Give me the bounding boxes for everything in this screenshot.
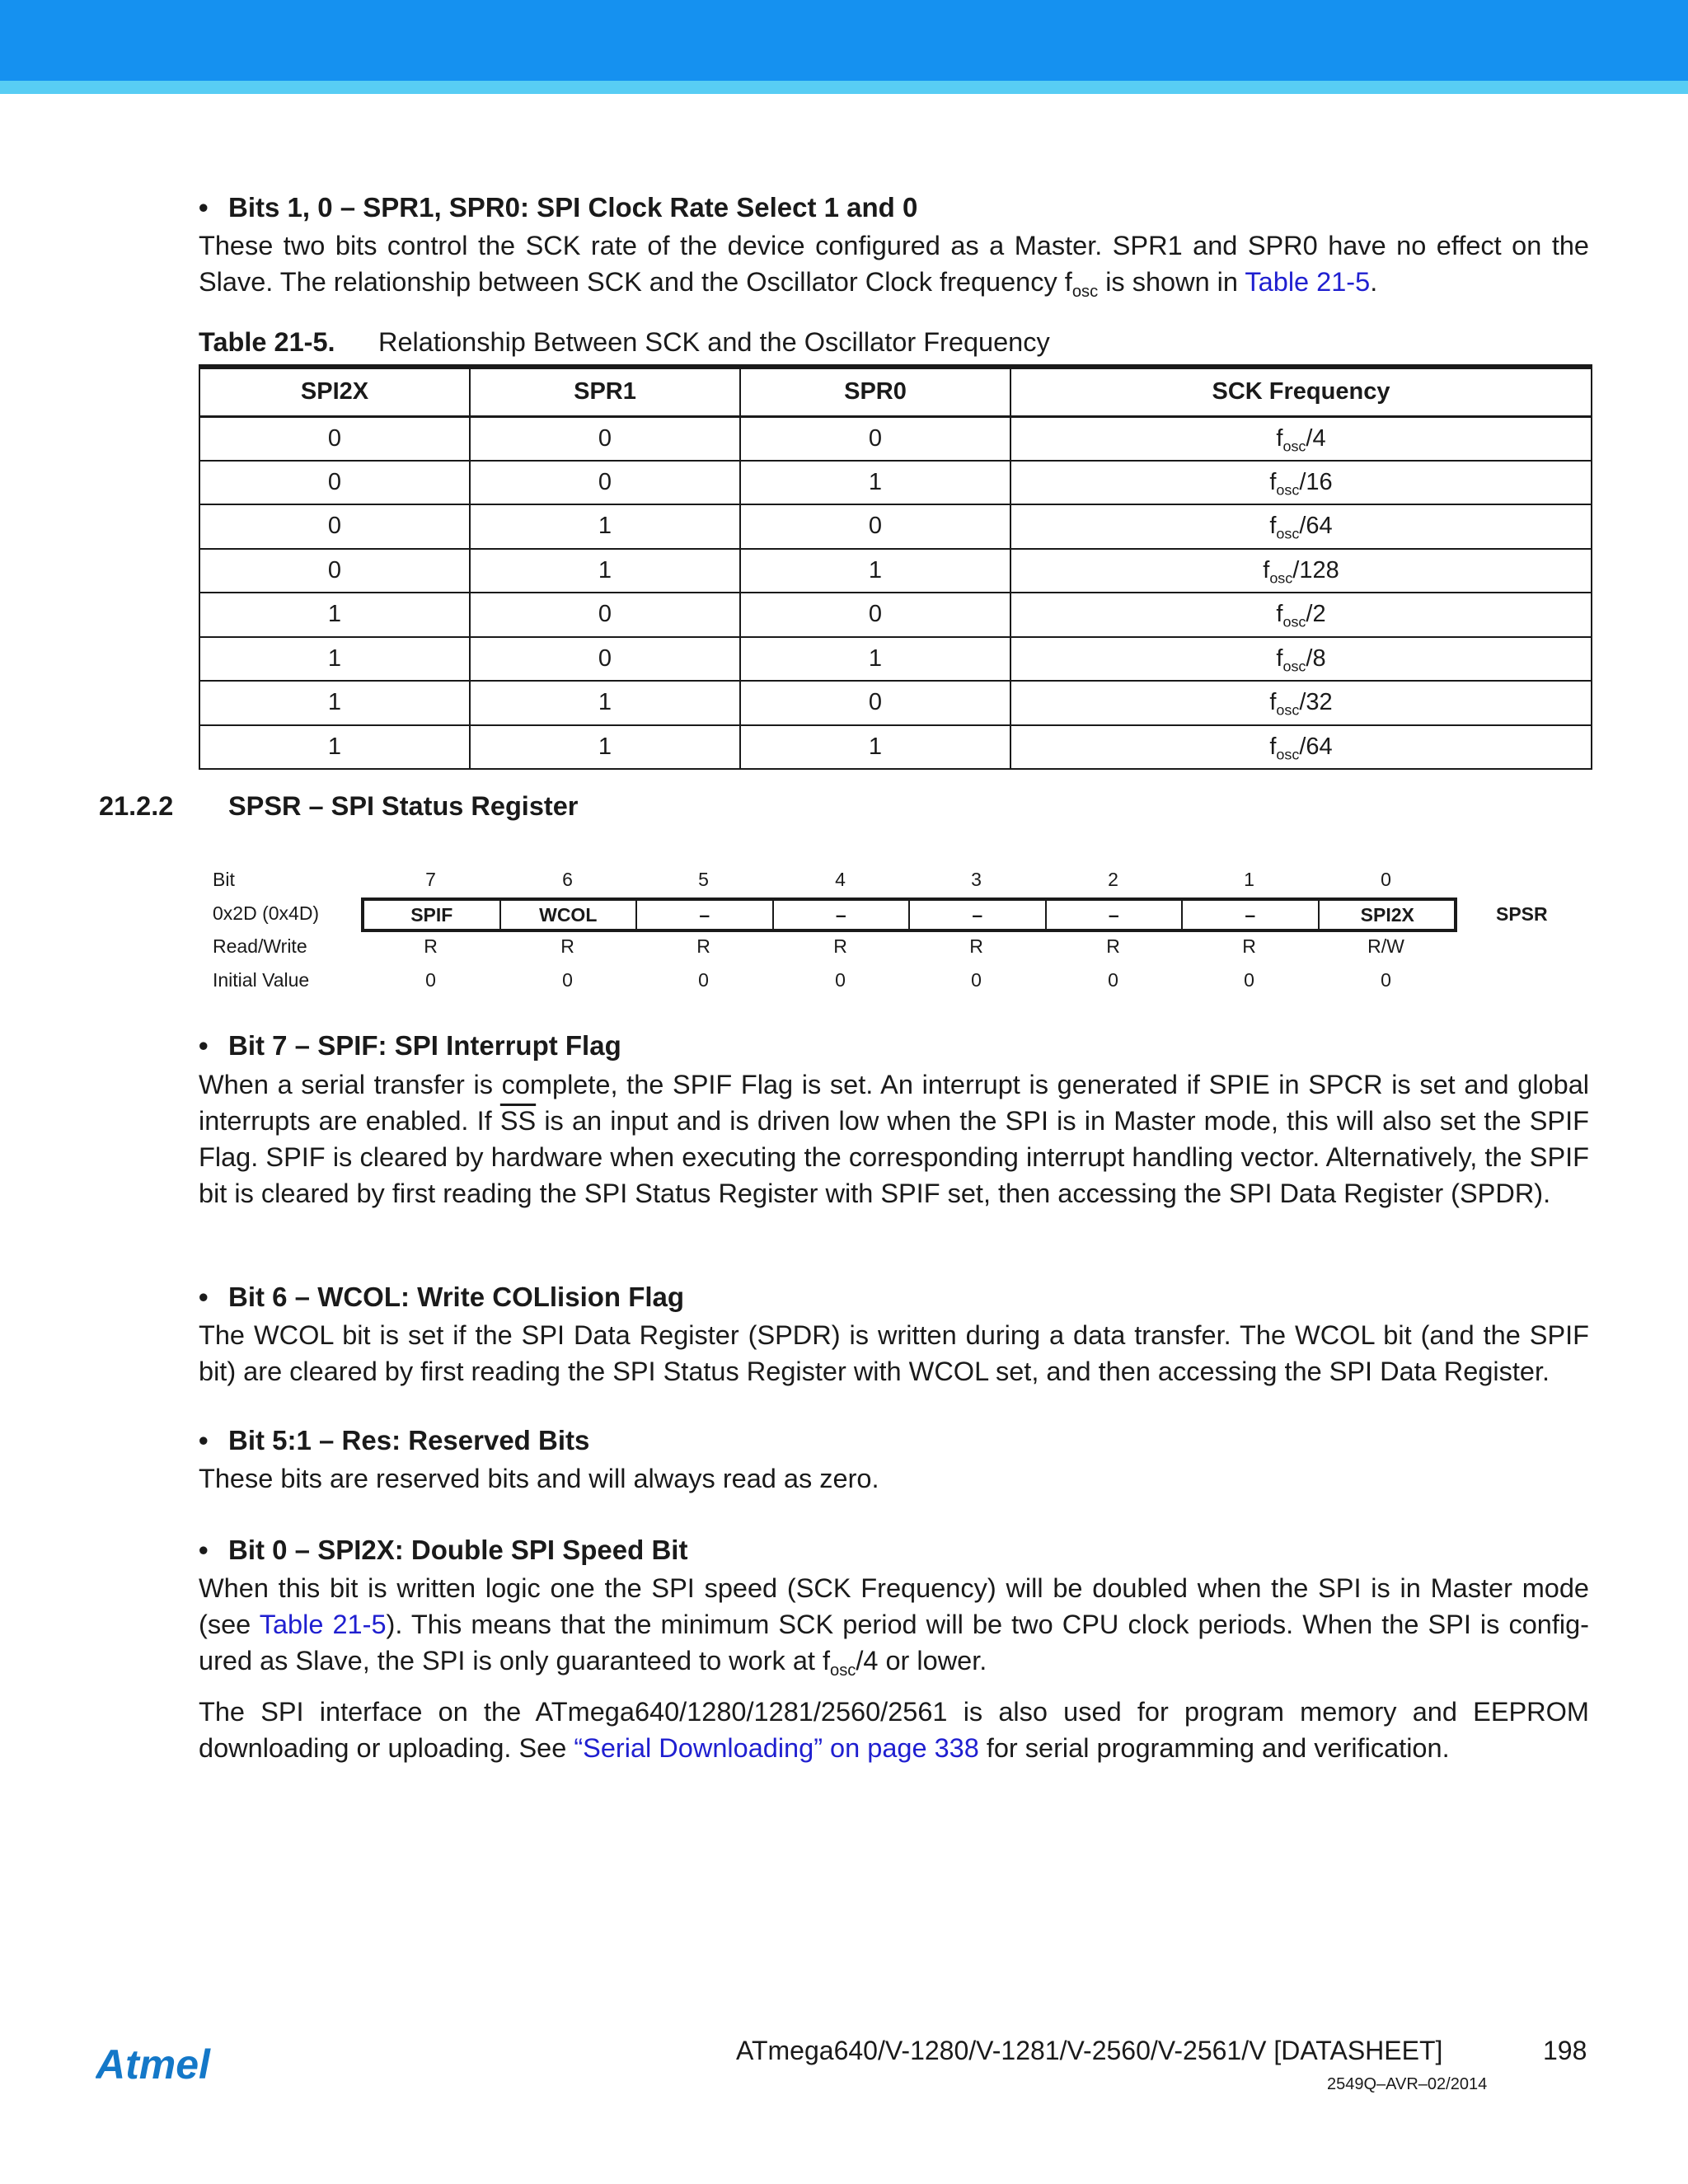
bit-number: 3 [971,869,982,890]
cell: 0 [740,681,1010,725]
freq-cell: $f_{osc}/64$ [1010,725,1592,770]
cell: 0 [470,416,740,461]
spr-heading: • Bits 1, 0 – SPR1, SPR0: SPI Clock Rate Select 1 and 0 [199,192,918,223]
bit-number: 1 [1244,869,1254,890]
header-stripe [0,81,1688,94]
bit-number: 4 [835,869,846,890]
initial-value: 0 [1244,969,1254,991]
cell: 0 [199,504,470,549]
frequency-table [199,364,1592,770]
table-row [199,461,1592,505]
bit0-paragraph: When this bit is written logic one the SPI speed (SCK Frequency) will be doubled when the SPI is in Master mode (see Table 21-5). This means that the minimum SCK period will be two CPU clock periods. When the SPI is config-ured as Slave, the SPI is only guaranteed to work at $f_{osc}/4$ or lower. [199,1573,1590,1680]
initial-value-label: Initial Value [213,969,310,991]
col-header-spr0: SPR0 [740,367,1010,416]
initial-value: 0 [1381,969,1391,991]
serial-downloading-link[interactable]: “Serial Downloading” on page 338 [574,1733,979,1763]
register-bit-box [361,898,1457,932]
table-21-5-link[interactable]: Table 21-5 [1245,267,1371,297]
bit-number: 0 [1381,869,1391,890]
bit-name: – [774,901,911,929]
bit7-heading: • Bit 7 – SPIF: SPI Interrupt Flag [199,1030,621,1061]
page-number: 198 [1543,2036,1587,2065]
cell: 1 [470,504,740,549]
cell: 0 [199,461,470,505]
rw-value: R [696,935,710,957]
freq-cell: $f_{osc}/2$ [1010,593,1592,637]
rw-value: R [1242,935,1256,957]
col-header-sck-frequency: SCK Frequency [1010,367,1592,416]
cell: 0 [199,416,470,461]
freq-cell: $f_{osc}/8$ [1010,637,1592,682]
freq-cell: $f_{osc}/16$ [1010,461,1592,505]
bit-number: 2 [1108,869,1118,890]
freq-cell: $f_{osc}/32$ [1010,681,1592,725]
header-band [0,0,1688,81]
bit-number: 5 [698,869,709,890]
cell: 0 [470,461,740,505]
cell: 1 [470,725,740,770]
freq-cell: $f_{osc}/4$ [1010,416,1592,461]
rw-value: R [424,935,438,957]
rw-value: R/W [1367,935,1404,957]
cell: 1 [740,461,1010,505]
bit6-paragraph: The WCOL bit is set if the SPI Data Register (SPDR) is written during a data transfer. The WCOL bit (and the SPIF bit) are cleared by first reading the SPI Status Register with WCOL set, and then accessing the SPI Data Register. [199,1320,1589,1386]
cell: 0 [740,416,1010,461]
bit51-heading: • Bit 5:1 – Res: Reserved Bits [199,1425,590,1455]
logo-text: Atmel [96,2042,210,2088]
bit-name: – [1183,901,1320,929]
cell: 0 [470,593,740,637]
bit-number: 7 [425,869,436,890]
rw-value: R [833,935,847,957]
rw-value: R [560,935,574,957]
bit-number: 6 [562,869,573,890]
doc-code: 2549Q–AVR–02/2014 [1327,2075,1488,2093]
cell: 1 [470,549,740,593]
register-diagram [0,865,1688,997]
rw-value: R [1106,935,1120,957]
cell: 1 [199,593,470,637]
bit-label: Bit [213,869,235,890]
cell: 1 [740,549,1010,593]
table-row [199,681,1592,725]
bit-name: SPI2X [1360,904,1414,926]
initial-value: 0 [698,969,709,991]
atmel-logo-icon [96,2042,240,2092]
spr-paragraph: These two bits control the SCK rate of the device configured as a Master. SPR1 and SPR0 have no effect on the Slave. The relationship between SCK and the Oscillator Clock frequency $f_{osc}$ is shown in Table 21-5. [199,231,1589,302]
table-row [199,593,1592,637]
table-caption: Table 21-5. Relationship Between SCK and the Oscillator Frequency [199,327,1050,357]
bit-name: – [1047,901,1184,929]
rw-value: R [969,935,983,957]
cell: 1 [740,637,1010,682]
cell: 0 [470,637,740,682]
initial-value: 0 [971,969,982,991]
table-row [199,725,1592,770]
initial-value: 0 [425,969,436,991]
table-21-5-link[interactable]: Table 21-5 [259,1610,387,1639]
cell: 1 [199,681,470,725]
cell: 1 [199,725,470,770]
cell: 0 [740,504,1010,549]
bit-name: SPIF [364,901,501,929]
cell: 1 [470,681,740,725]
register-name: SPSR [1496,903,1548,925]
initial-value: 0 [1108,969,1118,991]
cell: 0 [199,549,470,593]
footer-doc-title: ATmega640/V-1280/V-1281/V-2560/V-2561/V [DATASHEET] [736,2036,1443,2065]
bit0-heading: • Bit 0 – SPI2X: Double SPI Speed Bit [199,1535,688,1565]
bit51-paragraph: These bits are reserved bits and will always read as zero. [199,1464,879,1493]
table-row [199,416,1592,461]
cell: 1 [740,725,1010,770]
readwrite-label: Read/Write [213,935,307,957]
initial-value: 0 [562,969,573,991]
table-row [199,637,1592,682]
section-title: SPSR – SPI Status Register [228,791,579,821]
col-header-spi2x: SPI2X [199,367,470,416]
bit-name: – [637,901,774,929]
bit7-paragraph: When a serial transfer is complete, the SPIF Flag is set. An interrupt is generated if SPIE in SPCR is set and global interrupts are enabled. If $\overline{SS}$ is an input and is driven low when the SPI is in Master mode, this will also set the SPIF Flag. SPIF is cleared by hardware when executing the corresponding interrupt handling vector. Alternatively, the SPIF bit is cleared by first reading the SPI Status Register with SPIF set, then accessing the SPI Data Register (SPDR). [199,1070,1589,1208]
table-row [199,504,1592,549]
closing-paragraph: The SPI interface on the ATmega640/1280/1281/2560/2561 is also used for program memory and EEPROM downloading or uploading. See “Serial Downloading” on page 338 for serial programming and verification. [199,1697,1589,1763]
col-header-spr1: SPR1 [470,367,740,416]
bit6-heading: • Bit 6 – WCOL: Write COLlision Flag [199,1282,685,1312]
bit-name: WCOL [501,901,638,929]
freq-cell: $f_{osc}/64$ [1010,504,1592,549]
freq-cell: $f_{osc}/128$ [1010,549,1592,593]
cell: 1 [199,637,470,682]
cell: 0 [740,593,1010,637]
bit-name: – [910,901,1047,929]
atmel-logo [96,2042,240,2096]
section-number: 21.2.2 [99,791,174,821]
table-row [199,549,1592,593]
address-label: 0x2D (0x4D) [213,902,320,924]
initial-value: 0 [835,969,846,991]
